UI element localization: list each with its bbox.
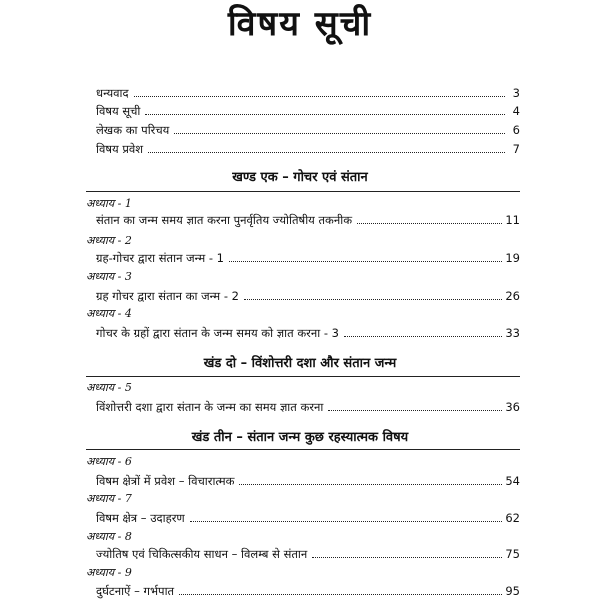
section-heading: खंड तीन – संतान जन्म कुछ रहस्यात्मक विषय (191, 430, 409, 445)
section-rule (86, 191, 520, 192)
page-title: विषय सूची (227, 4, 373, 44)
toc-entry-chapter: दुर्घटनाऐं – गर्भपात 95 (96, 584, 520, 598)
chapter-number: अध्याय - 3 (86, 270, 132, 283)
toc-entry-chapter: ज्योतिष एवं चिकित्सकीय साधन – विलम्ब से संतान 75 (96, 547, 520, 561)
section-heading: खंड दो – विंशोत्तरी दशा और संतान जन्म (203, 356, 397, 371)
leader-dots (190, 520, 503, 522)
leader-dots (244, 298, 502, 300)
chapter-number: अध्याय - 9 (86, 566, 132, 579)
toc-entry-chapter: गोचर के ग्रहों द्वारा संतान के जन्म समय को ज्ञात करना - 3 33 (96, 326, 520, 340)
toc-entry-introduction: विषय प्रवेश 7 (96, 142, 520, 156)
toc-entry-chapter: विषम क्षेत्र – उदाहरण 62 (96, 511, 520, 525)
section-rule (86, 376, 520, 377)
section-heading: खण्ड एक – गोचर एवं संतान (232, 170, 368, 185)
leader-dots (145, 113, 505, 115)
leader-dots (179, 593, 502, 595)
leader-dots (328, 409, 502, 411)
leader-dots (357, 222, 502, 224)
toc-entry-chapter: विषम क्षेत्रों में प्रवेश – विचारात्मक 54 (96, 474, 520, 488)
leader-dots (344, 335, 502, 337)
leader-dots (312, 556, 502, 558)
toc-entry-acknowledgement: धन्यवाद 3 (96, 86, 520, 100)
toc-entry-contents: विषय सूची 4 (96, 104, 520, 118)
leader-dots (148, 151, 505, 153)
chapter-number: अध्याय - 8 (86, 530, 132, 543)
section-rule (86, 449, 520, 450)
toc-entry-author: लेखक का परिचय 6 (96, 123, 520, 137)
chapter-number: अध्याय - 2 (86, 234, 132, 247)
toc-entry-chapter: ग्रह-गोचर द्वारा संतान जन्म - 1 19 (96, 251, 520, 265)
chapter-number: अध्याय - 4 (86, 307, 132, 320)
leader-dots (229, 260, 502, 262)
chapter-number: अध्याय - 5 (86, 381, 132, 394)
leader-dots (239, 483, 502, 485)
chapter-number: अध्याय - 6 (86, 455, 132, 468)
chapter-number: अध्याय - 1 (86, 197, 132, 210)
leader-dots (174, 132, 505, 134)
leader-dots (134, 95, 505, 97)
chapter-number: अध्याय - 7 (86, 492, 132, 505)
toc-entry-chapter: ग्रह गोचर द्वारा संतान का जन्म - 2 26 (96, 289, 520, 303)
toc-entry-chapter: विंशोत्तरी दशा द्वारा संतान के जन्म का समय ज्ञात करना 36 (96, 400, 520, 414)
toc-entry-chapter: संतान का जन्म समय ज्ञात करना पुनर्वृतिय ज्योतिषीय तकनीक 11 (96, 213, 520, 227)
